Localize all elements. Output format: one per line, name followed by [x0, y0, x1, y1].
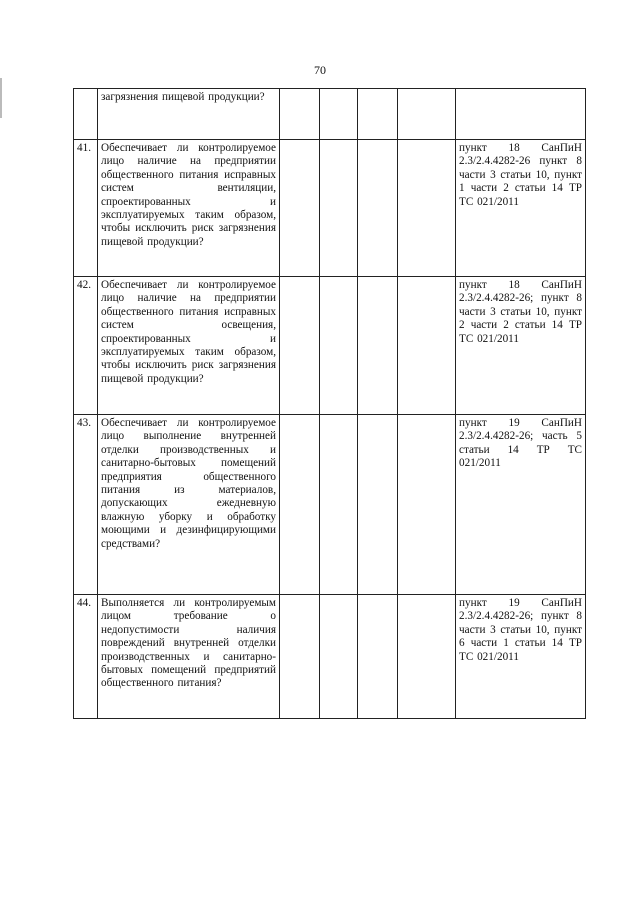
- answer-yes-cell: [280, 277, 320, 415]
- question-cell: [98, 277, 280, 415]
- table-row: [74, 89, 586, 140]
- table-row: [74, 595, 586, 719]
- answer-no-cell: [320, 140, 358, 277]
- answer-yes-cell: [280, 595, 320, 719]
- row-number-cell: 41.: [74, 140, 98, 277]
- answer-yes-cell: [280, 140, 320, 277]
- notes-cell: [398, 415, 456, 595]
- row-number-cell: 43.: [74, 415, 98, 595]
- question-text: загрязнения пищевой продукции?: [101, 91, 265, 103]
- answer-yes-cell: [280, 89, 320, 140]
- question-cell: [98, 595, 280, 719]
- row-number-cell: 42.: [74, 277, 98, 415]
- question-cell: [98, 415, 280, 595]
- table-row: [74, 277, 586, 415]
- row-number-cell: [74, 89, 98, 140]
- question-text: Обеспечивает ли контролируемое лицо наличие на предприятии общественного питания исправных систем освещения, спроектированных и эксплуатируемых таким образом, чтобы исключить риск загрязнения пищевой продукции?: [101, 279, 276, 385]
- reference-text: пункт 18 СанПиН 2.3/2.4.4282-26; пункт 8 части 3 статьи 10, пункт 2 части 2 статьи 14 ТР ТС 021/2011: [459, 279, 582, 345]
- notes-cell: [398, 89, 456, 140]
- answer-yes-cell: [280, 415, 320, 595]
- reference-text: пункт 19 СанПиН 2.3/2.4.4282-26; часть 5 статьи 14 ТР ТС 021/2011: [459, 417, 582, 470]
- reference-cell: [456, 277, 586, 415]
- question-cell: [98, 89, 280, 140]
- answer-na-cell: [358, 415, 398, 595]
- notes-cell: [398, 277, 456, 415]
- checklist-table: [73, 88, 586, 719]
- answer-no-cell: [320, 595, 358, 719]
- table-row: [74, 415, 586, 595]
- notes-cell: [398, 595, 456, 719]
- reference-cell: [456, 415, 586, 595]
- table-row: [74, 140, 586, 277]
- question-text: Обеспечивает ли контролируемое лицо выполнение внутренней отделки производственных и санитарно-бытовых помещений предприятия общественного питания из материалов, допускающих ежедневную влажную уборку и обработку моющими и дезинфицирующими средствами?: [101, 417, 276, 550]
- answer-na-cell: [358, 89, 398, 140]
- notes-cell: [398, 140, 456, 277]
- reference-cell: [456, 140, 586, 277]
- answer-no-cell: [320, 89, 358, 140]
- answer-no-cell: [320, 277, 358, 415]
- reference-text: пункт 18 СанПиН 2.3/2.4.4282-26 пункт 8 части 3 статьи 10, пункт 1 части 2 статьи 14 ТР ТС 021/2011: [459, 142, 582, 208]
- page-number: 70: [314, 63, 326, 77]
- answer-na-cell: [358, 595, 398, 719]
- reference-cell: [456, 89, 586, 140]
- scan-edge-mark: [0, 78, 2, 118]
- answer-na-cell: [358, 277, 398, 415]
- answer-na-cell: [358, 140, 398, 277]
- question-cell: [98, 140, 280, 277]
- reference-cell: [456, 595, 586, 719]
- answer-no-cell: [320, 415, 358, 595]
- row-number-cell: 44.: [74, 595, 98, 719]
- question-text: Обеспечивает ли контролируемое лицо наличие на предприятии общественного питания исправных систем вентиляции, спроектированных и эксплуатируемых таким образом, чтобы исключить риск загрязнения пищевой продукции?: [101, 142, 276, 248]
- question-text: Выполняется ли контролируемым лицом требование о недопустимости наличия повреждений внутренней отделки производственных и санитарно-бытовых помещений предприятий общественного питания?: [101, 597, 276, 690]
- reference-text: пункт 19 СанПиН 2.3/2.4.4282-26; пункт 8 части 3 статьи 10, пункт 6 части 1 статьи 14 ТР ТС 021/2011: [459, 597, 582, 663]
